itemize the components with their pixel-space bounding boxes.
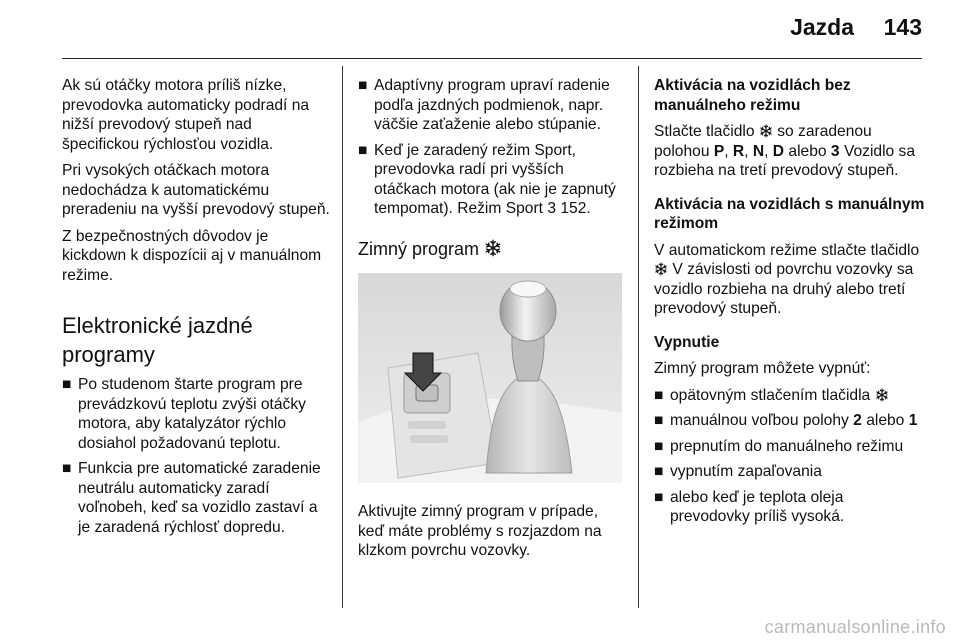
list-item: [654, 462, 926, 482]
subsection-heading: Aktivácia na vozidlách bez manuálneho režimu: [654, 77, 851, 114]
snowflake-icon: [654, 262, 668, 276]
bullet-icon: ■: [358, 141, 368, 159]
gear-position-2: 2: [853, 412, 862, 429]
bullet-list: [62, 375, 330, 537]
heading-text: Zimný program: [358, 238, 480, 259]
list-item-text: alebo keď je teplota oleja prevodovky príliš vysoká.: [670, 488, 845, 525]
column-divider: [342, 66, 343, 608]
text-run: V automatickom režime stlačte tlačidlo: [654, 241, 920, 259]
text-run: Stlačte tlačidlo: [654, 123, 755, 140]
paragraph: Stlačte tlačidlo so zaradenou polohou P, R, N, D alebo 3 Vozidlo sa rozbieha na tretí prevodový stupeň.: [654, 123, 916, 179]
bullet-icon: ■: [654, 463, 664, 480]
list-item-text: Keď je zaradený režim Sport, prevodovka radí pri vyšších otáčkach motora (ak nie je zapnutý tempomat). Režim Sport: [374, 141, 616, 217]
section-heading: [358, 237, 626, 261]
bullet-icon: ■: [62, 376, 72, 393]
gear-position-1: 1: [908, 412, 918, 429]
snowflake-icon: [484, 239, 502, 257]
column-1: [62, 76, 330, 543]
section-heading: Elektronické jazdné programy: [62, 313, 253, 367]
bullet-list: [358, 76, 626, 219]
paragraph: Ak sú otáčky motora príliš nízke, prevodovka automaticky podradí na nižší prevodový stupeň nad špecifickou rýchlosťou vozidla.: [62, 77, 310, 153]
running-header-title: Jazda: [790, 14, 854, 40]
snowflake-icon: [875, 388, 889, 402]
list-item-text: prepnutím do manuálneho režimu: [670, 437, 904, 455]
gear-position-r: R: [732, 142, 745, 160]
gear-position-d: D: [772, 142, 785, 160]
list-item: [62, 375, 330, 453]
bullet-icon: ■: [654, 437, 664, 455]
text-run: alebo: [866, 412, 905, 429]
list-item-text: Adaptívny program upraví radenie podľa jazdných podmienok, napr. väčšie zaťaženie alebo stúpanie.: [374, 77, 610, 133]
list-item-text: Funkcia pre automatické zaradenie neutrálu automaticky zaradí voľnobeh, keď sa vozidlo zastaví a je zaradená rýchlosť dopredu.: [78, 460, 321, 536]
gear-selector-illustration: [358, 273, 622, 483]
list-item: [654, 437, 926, 457]
list-item: [654, 386, 926, 406]
list-item: [358, 76, 626, 135]
gear-position-p: P: [713, 142, 725, 160]
paragraph: Pri vysokých otáčkach motora nedochádza k automatickému preradeniu na vyšší prevodový stupeň.: [62, 162, 330, 218]
snowflake-icon: [759, 124, 773, 138]
figure-caption: Aktivujte zimný program v prípade, keď máte problémy s rozjazdom na klzkom povrchu vozovky.: [358, 503, 602, 559]
page-reference-link[interactable]: 152.: [560, 200, 591, 217]
column-divider: [638, 66, 639, 608]
bullet-icon: ■: [654, 488, 664, 506]
list-item-text: Po studenom štarte program pre prevádzkovú teplotu zvýši otáčky motora, aby katalyzátor rýchlo dosiahol požadovanú teplotu.: [78, 376, 306, 452]
bullet-icon: ■: [62, 460, 72, 477]
list-item: [358, 141, 626, 219]
bullet-icon: ■: [654, 386, 664, 404]
header-divider: [62, 58, 922, 59]
bullet-icon: ■: [654, 412, 664, 429]
text-run: Vozidlo sa rozbieha na tretí prevodový stupeň.: [654, 142, 916, 179]
list-item: [654, 488, 926, 527]
paragraph: Z bezpečnostných dôvodov je kickdown k dispozícii aj v manuálnom režime.: [62, 227, 322, 284]
text-run: V závislosti od povrchu vozovky sa vozidlo rozbieha na druhý alebo tretí prevodový stupeň.: [654, 261, 914, 317]
list-item-text: manuálnou voľbou polohy: [670, 412, 849, 429]
paragraph: Zimný program môžete vypnúť:: [654, 360, 871, 377]
text-run: alebo: [788, 142, 827, 160]
subsection-heading: Vypnutie: [654, 333, 720, 351]
bullet-icon: ■: [358, 77, 368, 94]
gear-position-n: N: [752, 142, 765, 160]
text-run: so zaradenou polohou: [654, 123, 872, 160]
column-3: [654, 76, 926, 533]
list-item-text: vypnutím zapaľovania: [670, 463, 822, 480]
list-item: [62, 459, 330, 537]
list-item-text: opätovným stlačením tlačidla: [670, 386, 871, 404]
watermark: carmanualsonline.info: [764, 617, 946, 637]
list-item: [654, 411, 926, 431]
subsection-heading: Aktivácia na vozidlách s manuálnym režimom: [654, 195, 925, 232]
gear-position-3: 3: [830, 142, 840, 160]
reference-arrow-icon: 3: [547, 200, 557, 217]
column-2: [358, 76, 626, 568]
paragraph: [654, 241, 926, 319]
page-number: 143: [883, 14, 922, 40]
bullet-list: [654, 386, 926, 527]
